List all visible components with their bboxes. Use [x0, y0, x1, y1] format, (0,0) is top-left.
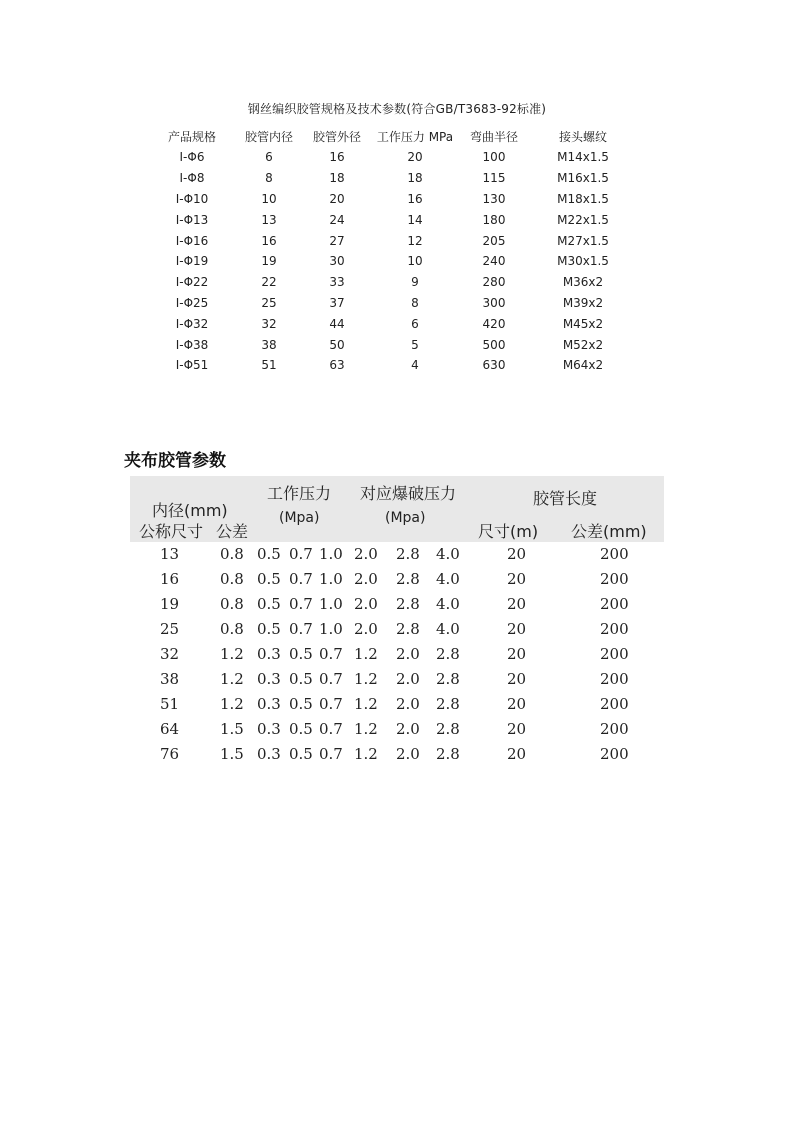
cell-bp-2: 2.8 — [396, 620, 420, 638]
table-cell: M18x1.5 — [557, 191, 609, 206]
table-row — [150, 230, 638, 251]
cell-length-size: 20 — [507, 670, 527, 688]
cell-wp-2: 0.7 — [289, 570, 313, 588]
table-cell: 240 — [482, 254, 506, 269]
cell-wp-1: 0.3 — [257, 745, 281, 763]
table-cell: I-Φ6 — [179, 150, 205, 165]
cell-nominal-size: 13 — [160, 545, 180, 563]
cell-bp-1: 2.0 — [354, 595, 378, 613]
cell-wp-3: 1.0 — [319, 620, 343, 638]
table-cell: 19 — [261, 254, 277, 269]
cell-bp-3: 2.8 — [436, 720, 460, 738]
cell-wp-1: 0.5 — [257, 570, 281, 588]
cell-wp-3: 0.7 — [319, 645, 343, 663]
cell-bp-3: 2.8 — [436, 670, 460, 688]
cell-nominal-size: 25 — [160, 620, 180, 638]
cell-wp-1: 0.5 — [257, 595, 281, 613]
cell-length-tolerance: 200 — [600, 720, 629, 738]
cell-wp-3: 0.7 — [319, 745, 343, 763]
col-header-nominal-size: 公称尺寸 — [139, 522, 204, 541]
col-header-bend-radius: 弯曲半径 — [469, 129, 518, 144]
cell-bp-1: 2.0 — [354, 545, 378, 563]
cell-tolerance: 1.5 — [220, 745, 244, 763]
table-cell: M30x1.5 — [557, 254, 609, 269]
cell-tolerance: 1.2 — [220, 645, 244, 663]
cell-bp-2: 2.8 — [396, 595, 420, 613]
cell-length-size: 20 — [507, 545, 527, 563]
table-row — [130, 743, 664, 768]
table-row — [150, 209, 638, 230]
table-cell: 50 — [329, 337, 345, 352]
table-cell: 44 — [329, 316, 345, 331]
cell-tolerance: 1.2 — [220, 695, 244, 713]
table-cell: 8 — [411, 295, 419, 310]
cell-wp-3: 1.0 — [319, 570, 343, 588]
cell-bp-2: 2.0 — [396, 695, 420, 713]
cell-wp-1: 0.5 — [257, 620, 281, 638]
table-cell: 33 — [329, 275, 345, 290]
table-cell: M36x2 — [562, 275, 604, 290]
table-cell: M16x1.5 — [557, 171, 609, 186]
cell-nominal-size: 76 — [160, 745, 180, 763]
cell-tolerance: 1.2 — [220, 670, 244, 688]
cell-wp-1: 0.3 — [257, 695, 281, 713]
table-cell: 280 — [482, 275, 506, 290]
table-row — [130, 718, 664, 743]
col-header-working-pressure: 工作压力 MPa — [376, 129, 454, 144]
fabric-hose-section-title: 夹布胶管参数 — [124, 451, 226, 471]
table-row — [150, 313, 638, 334]
table-row — [130, 543, 664, 568]
table-cell: 38 — [261, 337, 277, 352]
table-cell: 25 — [261, 295, 277, 310]
cell-wp-2: 0.5 — [289, 670, 313, 688]
cell-wp-1: 0.3 — [257, 645, 281, 663]
table-cell: 16 — [407, 191, 423, 206]
steel-wire-hose-table-title: 钢丝编织胶管规格及技术参数(符合GB/T3683-92标准) — [247, 102, 547, 116]
col-header-burst-pressure: 对应爆破压力 — [360, 484, 457, 503]
cell-wp-3: 0.7 — [319, 670, 343, 688]
cell-tolerance: 0.8 — [220, 595, 244, 613]
cell-length-tolerance: 200 — [600, 570, 629, 588]
cell-wp-2: 0.5 — [289, 720, 313, 738]
cell-nominal-size: 32 — [160, 645, 180, 663]
cell-tolerance: 1.5 — [220, 720, 244, 738]
table-cell: I-Φ25 — [175, 295, 209, 310]
cell-length-size: 20 — [507, 570, 527, 588]
table-cell: 24 — [329, 212, 345, 227]
cell-wp-1: 0.3 — [257, 670, 281, 688]
cell-nominal-size: 51 — [160, 695, 180, 713]
table-cell: 115 — [482, 171, 506, 186]
table-cell: M45x2 — [562, 316, 604, 331]
cell-bp-2: 2.0 — [396, 720, 420, 738]
cell-nominal-size: 16 — [160, 570, 180, 588]
cell-length-tolerance: 200 — [600, 595, 629, 613]
table-cell: I-Φ19 — [175, 254, 209, 269]
cell-tolerance: 0.8 — [220, 545, 244, 563]
cell-bp-3: 2.8 — [436, 645, 460, 663]
cell-bp-3: 2.8 — [436, 695, 460, 713]
table-row — [130, 693, 664, 718]
cell-wp-3: 0.7 — [319, 720, 343, 738]
cell-bp-1: 2.0 — [354, 570, 378, 588]
cell-length-size: 20 — [507, 695, 527, 713]
table-row — [150, 168, 638, 189]
cell-length-size: 20 — [507, 620, 527, 638]
table-cell: I-Φ51 — [175, 358, 209, 373]
table-cell: 16 — [261, 233, 277, 248]
cell-length-size: 20 — [507, 720, 527, 738]
table-cell: 18 — [407, 171, 423, 186]
cell-bp-3: 4.0 — [436, 545, 460, 563]
table-cell: 30 — [329, 254, 345, 269]
cell-tolerance: 0.8 — [220, 620, 244, 638]
table-cell: I-Φ38 — [175, 337, 209, 352]
cell-bp-2: 2.0 — [396, 670, 420, 688]
table-cell: 130 — [482, 191, 506, 206]
col-header-working-pressure: 工作压力 — [267, 484, 332, 503]
table-cell: I-Φ8 — [179, 171, 205, 186]
table-cell: 180 — [482, 212, 506, 227]
table-cell: M27x1.5 — [557, 233, 609, 248]
cell-length-tolerance: 200 — [600, 620, 629, 638]
table-cell: 22 — [261, 275, 277, 290]
col-header-outer-diameter: 胶管外径 — [312, 129, 361, 144]
table-cell: 13 — [261, 212, 277, 227]
cell-bp-3: 2.8 — [436, 745, 460, 763]
cell-wp-2: 0.7 — [289, 620, 313, 638]
cell-bp-2: 2.0 — [396, 645, 420, 663]
cell-bp-2: 2.0 — [396, 745, 420, 763]
table-cell: I-Φ22 — [175, 275, 209, 290]
cell-length-tolerance: 200 — [600, 545, 629, 563]
cell-bp-1: 1.2 — [354, 670, 378, 688]
table-row — [150, 147, 638, 168]
col-header-tolerance: 公差 — [216, 522, 249, 541]
cell-bp-3: 4.0 — [436, 595, 460, 613]
cell-wp-2: 0.5 — [289, 645, 313, 663]
cell-wp-2: 0.5 — [289, 695, 313, 713]
table-cell: 300 — [482, 295, 506, 310]
col-header-product-spec: 产品规格 — [167, 129, 216, 144]
cell-wp-3: 0.7 — [319, 695, 343, 713]
fabric-hose-table-header — [130, 476, 664, 542]
table-cell: 63 — [329, 358, 345, 373]
col-header-inner-diameter: 内径(mm) — [152, 501, 228, 520]
col-header-length-tolerance: 公差(mm) — [571, 522, 647, 541]
col-header-hose-length: 胶管长度 — [533, 489, 598, 508]
cell-wp-2: 0.7 — [289, 545, 313, 563]
table-cell: 6 — [265, 150, 273, 165]
cell-length-size: 20 — [507, 745, 527, 763]
table-cell: 32 — [261, 316, 277, 331]
steel-wire-hose-spec-table — [150, 125, 638, 376]
col-header-length-size: 尺寸(m) — [478, 522, 539, 541]
table-cell: 51 — [261, 358, 277, 373]
cell-tolerance: 0.8 — [220, 570, 244, 588]
table-row — [130, 618, 664, 643]
table-cell: 18 — [329, 171, 345, 186]
table-cell: M52x2 — [562, 337, 604, 352]
table-header-row — [150, 125, 638, 147]
table-cell: 630 — [482, 358, 506, 373]
table-cell: 10 — [261, 191, 277, 206]
table-cell: M22x1.5 — [557, 212, 609, 227]
table-cell: 12 — [407, 233, 423, 248]
table-row — [130, 568, 664, 593]
table-cell: M39x2 — [562, 295, 604, 310]
table-cell: 8 — [265, 171, 273, 186]
table-row — [150, 355, 638, 376]
table-row — [130, 668, 664, 693]
table-row — [150, 251, 638, 272]
table-row — [130, 643, 664, 668]
table-cell: M14x1.5 — [557, 150, 609, 165]
table-cell: 14 — [407, 212, 423, 227]
table-cell: 16 — [329, 150, 345, 165]
col-header-fitting-thread: 接头螺纹 — [558, 129, 607, 144]
cell-bp-1: 1.2 — [354, 695, 378, 713]
cell-wp-2: 0.7 — [289, 595, 313, 613]
table-row — [150, 272, 638, 293]
cell-length-tolerance: 200 — [600, 645, 629, 663]
col-header-burst-pressure-unit: (Mpa) — [385, 510, 426, 526]
table-row — [150, 334, 638, 355]
cell-length-size: 20 — [507, 645, 527, 663]
cell-bp-3: 4.0 — [436, 570, 460, 588]
table-cell: M64x2 — [562, 358, 604, 373]
table-row — [150, 189, 638, 210]
table-cell: I-Φ10 — [175, 191, 209, 206]
cell-length-size: 20 — [507, 595, 527, 613]
cell-length-tolerance: 200 — [600, 670, 629, 688]
col-header-working-pressure-unit: (Mpa) — [279, 510, 320, 526]
table-cell: I-Φ16 — [175, 233, 209, 248]
table-cell: 205 — [482, 233, 506, 248]
table-cell: 4 — [411, 358, 419, 373]
cell-length-tolerance: 200 — [600, 745, 629, 763]
cell-bp-2: 2.8 — [396, 545, 420, 563]
table-row — [130, 593, 664, 618]
table-cell: 5 — [411, 337, 419, 352]
cell-bp-1: 1.2 — [354, 745, 378, 763]
fabric-hose-table-body — [130, 543, 664, 768]
table-cell: 420 — [482, 316, 506, 331]
table-cell: 20 — [407, 150, 423, 165]
table-cell: 10 — [407, 254, 423, 269]
cell-wp-1: 0.3 — [257, 720, 281, 738]
cell-bp-1: 2.0 — [354, 620, 378, 638]
cell-wp-3: 1.0 — [319, 545, 343, 563]
cell-nominal-size: 64 — [160, 720, 180, 738]
cell-wp-3: 1.0 — [319, 595, 343, 613]
table-cell: 27 — [329, 233, 345, 248]
table-cell: 6 — [411, 316, 419, 331]
col-header-inner-diameter: 胶管内径 — [244, 129, 293, 144]
table-row — [150, 293, 638, 314]
cell-bp-3: 4.0 — [436, 620, 460, 638]
table-cell: I-Φ13 — [175, 212, 209, 227]
cell-nominal-size: 38 — [160, 670, 180, 688]
cell-bp-1: 1.2 — [354, 645, 378, 663]
cell-length-tolerance: 200 — [600, 695, 629, 713]
table-cell: 20 — [329, 191, 345, 206]
cell-bp-2: 2.8 — [396, 570, 420, 588]
cell-wp-1: 0.5 — [257, 545, 281, 563]
table-cell: 37 — [329, 295, 345, 310]
table-cell: 9 — [411, 275, 419, 290]
table-cell: I-Φ32 — [175, 316, 209, 331]
cell-wp-2: 0.5 — [289, 745, 313, 763]
cell-nominal-size: 19 — [160, 595, 180, 613]
table-cell: 100 — [482, 150, 506, 165]
cell-bp-1: 1.2 — [354, 720, 378, 738]
table-cell: 500 — [482, 337, 506, 352]
